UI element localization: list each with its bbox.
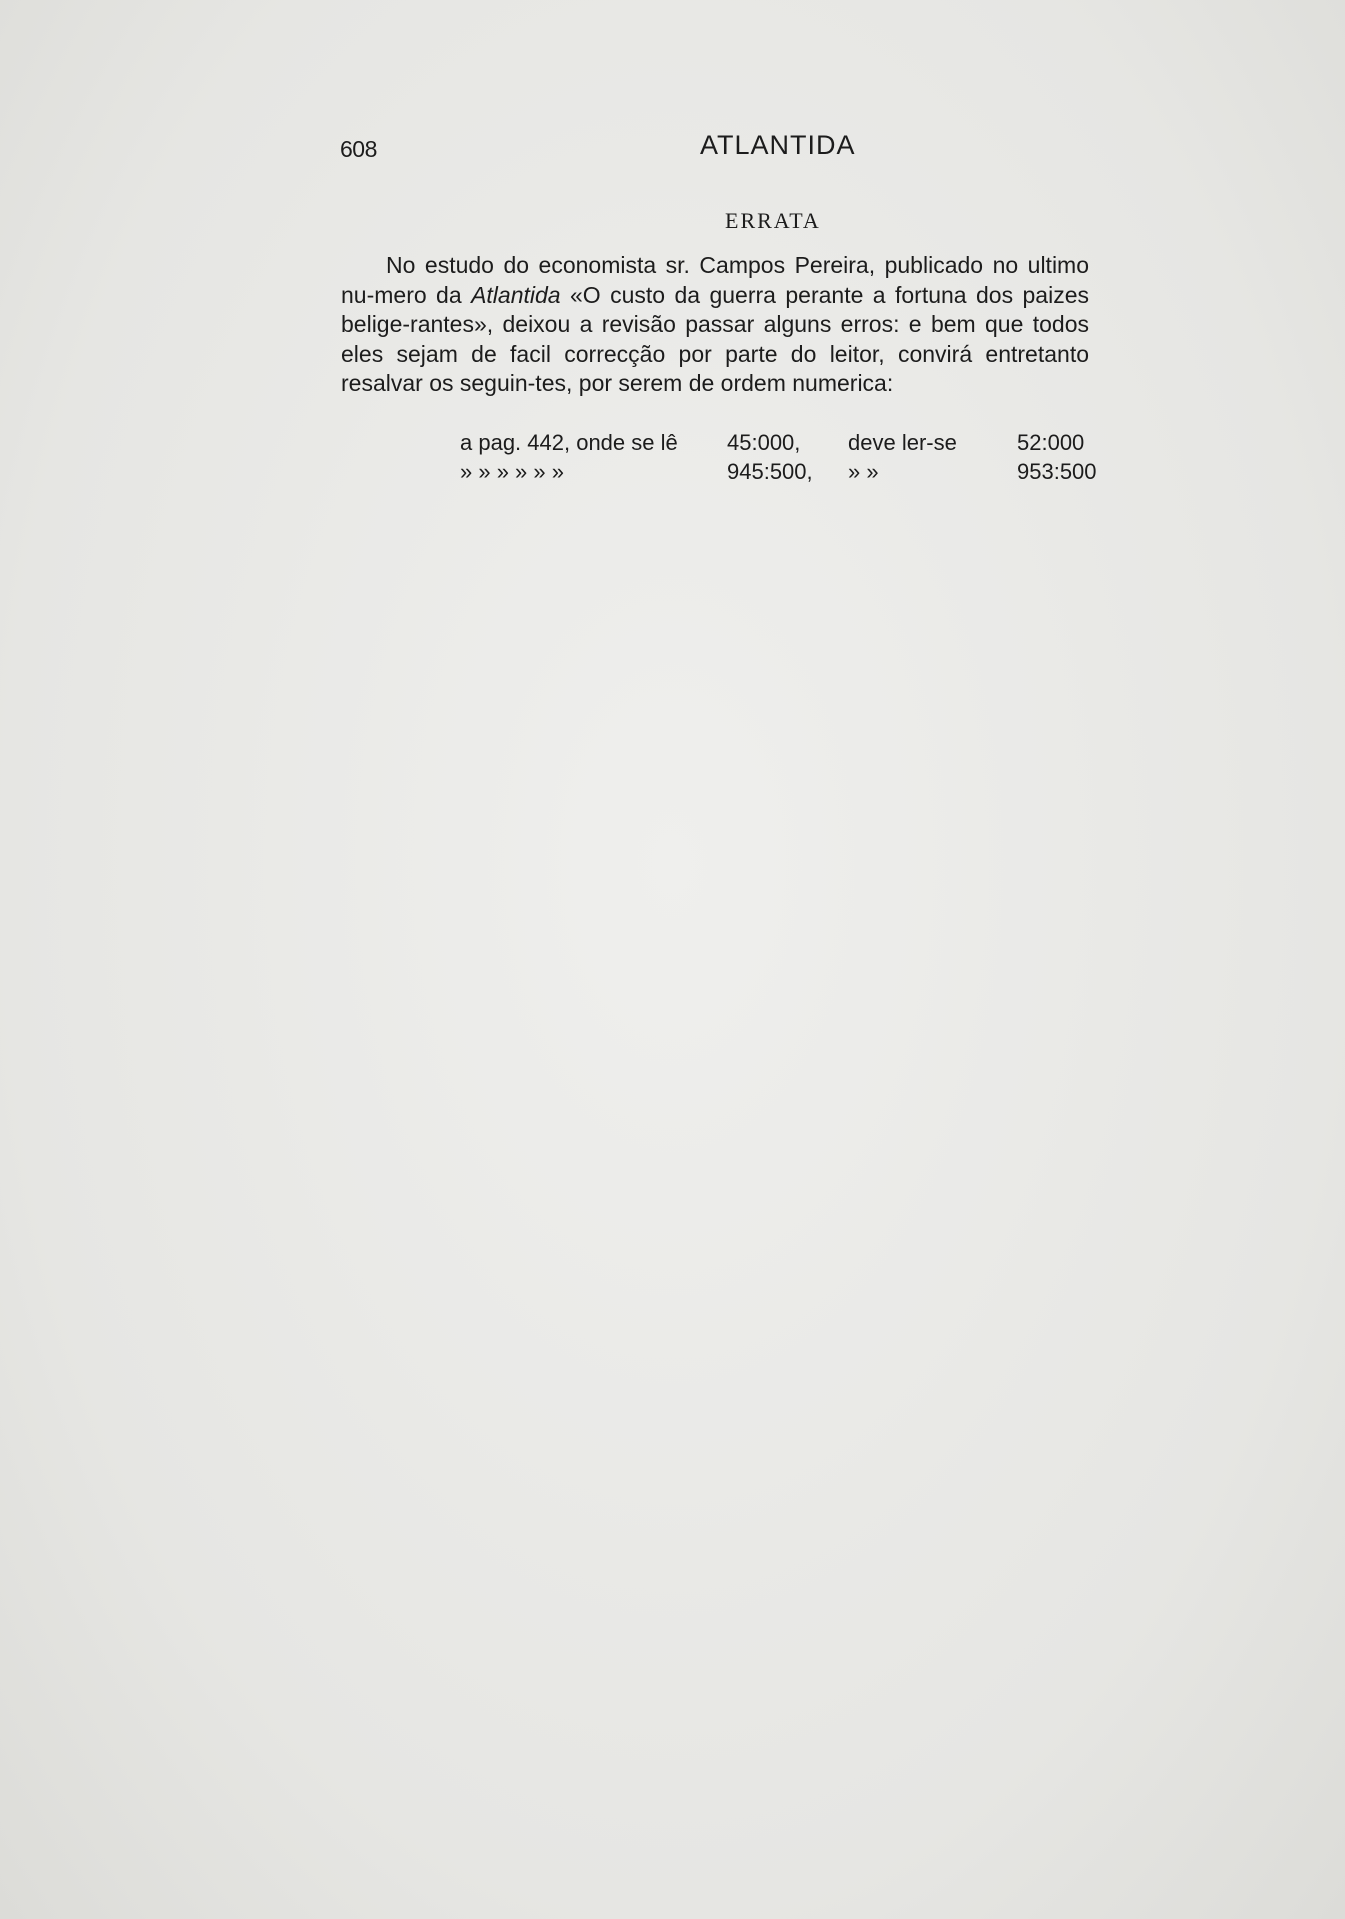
correction-reference: » » » » » »: [460, 459, 564, 484]
correction-wrong-value: 45:000,: [727, 430, 801, 455]
journal-name-italic: Atlantida: [471, 281, 561, 308]
correction-correct-value: 52:000: [1017, 430, 1085, 455]
correction-correct-value: 953:500: [1017, 459, 1097, 484]
errata-paragraph: [341, 251, 1089, 399]
correction-reference: a pag. 442, onde se lê: [460, 430, 678, 455]
corrections-table: [460, 430, 1100, 488]
journal-title: ATLANTIDA: [700, 130, 856, 160]
correction-must-read: deve ler-se: [848, 430, 957, 455]
correction-wrong-value: 945:500,: [727, 459, 813, 484]
paragraph-text-start: No estudo do economista sr. Campos Pereira, publicado no ultimo nu-mero da: [341, 252, 1089, 308]
page-number: 608: [340, 136, 377, 162]
correction-must-read: » »: [848, 459, 879, 484]
running-head: [340, 130, 965, 170]
errata-heading: ERRATA: [725, 208, 821, 233]
correction-row: [460, 430, 1100, 459]
correction-row: [460, 459, 1100, 488]
paragraph-text-end: «O custo da guerra perante a fortuna dos paizes belige-rantes», deixou a revisão passar alguns erros: e bem que todos eles sejam de facil correcção por parte do leitor, convirá entretanto resalvar os seguin-tes, por serem de ordem numerica:: [341, 281, 1089, 397]
